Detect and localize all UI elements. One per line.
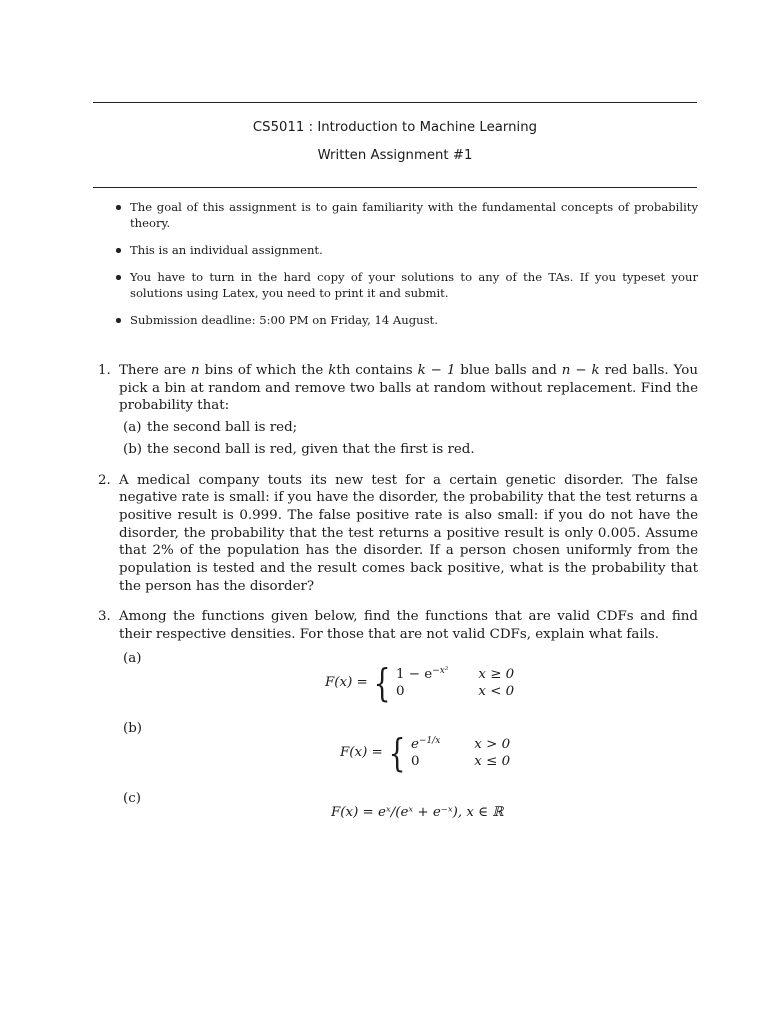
problem-number: 3.	[98, 609, 111, 625]
problem-list	[98, 362, 698, 841]
part-label: (b)	[123, 720, 143, 736]
instructions-list	[114, 199, 698, 339]
top-rule	[93, 102, 697, 103]
instruction-item: This is an individual assignment.	[114, 242, 698, 258]
part-label: (a)	[123, 650, 142, 666]
part-label: (c)	[123, 790, 141, 806]
left-brace: {	[373, 660, 391, 705]
part-text: the second ball is red;	[147, 420, 298, 436]
equation-lhs: F(x) =	[325, 674, 368, 690]
problem-3	[98, 608, 698, 831]
problem-2	[98, 472, 698, 596]
equation-lhs: F(x) =	[340, 744, 383, 760]
course-title: CS5011 : Introduction to Machine Learning	[252, 120, 538, 135]
instruction-item: Submission deadline: 5:00 PM on Friday, 14 August.	[114, 312, 698, 328]
assignment-title: Written Assignment #1	[317, 148, 473, 163]
header-bottom-rule	[93, 187, 697, 188]
formula: F(x) = eˣ/(eˣ + e⁻ˣ), x ∈ ℝ	[331, 804, 504, 820]
equation-a	[119, 660, 698, 712]
piecewise-cases: $e^{-1/x}$ x > 0 0 x ≤ 0	[410, 735, 511, 769]
problem-text: A medical company touts its new test for a certain genetic disorder. The false negative rate is small: if you have the disorder, the probability that the test returns a positive result is 0.999. The false positive rate is also small: if you do not have the disorder, the probability that the test returns a positive result is only 0.005. Assume that 2% of the population has the disorder. If a person chosen uniformly from the population is tested and the result comes back positive, what is the probability that the person has the disorder?	[119, 472, 698, 594]
problem-number: 1.	[98, 363, 111, 378]
instruction-item: The goal of this assignment is to gain familiarity with the fundamental concepts of probability theory.	[114, 199, 698, 231]
part-text: the second ball is red, given that the first is red.	[147, 441, 475, 457]
part-label: (a)	[123, 420, 142, 436]
problem-part	[119, 441, 698, 459]
equation-b	[119, 730, 698, 782]
problem-part	[119, 419, 698, 437]
problem-1	[98, 362, 698, 459]
left-brace: {	[388, 730, 406, 775]
problem-text: Among the functions given below, find the functions that are valid CDFs and find their respective densities. For those that are not valid CDFs, explain what fails.	[119, 609, 698, 643]
equation-c	[119, 804, 698, 832]
problem-number: 2.	[98, 472, 111, 488]
piecewise-cases: $1 - e^{-x^2}$ x ≥ 0 0 x < 0	[395, 665, 515, 699]
part-label: (b)	[123, 441, 143, 457]
instruction-item: You have to turn in the hard copy of your solutions to any of the TAs. If you typeset your solutions using Latex, you need to print it and submit.	[114, 269, 698, 301]
problem-text: There are n bins of which the kth contains k − 1 blue balls and n − k red balls. You pick a bin at random and remove two balls at random without replacement. Find the probability that:	[119, 363, 698, 414]
